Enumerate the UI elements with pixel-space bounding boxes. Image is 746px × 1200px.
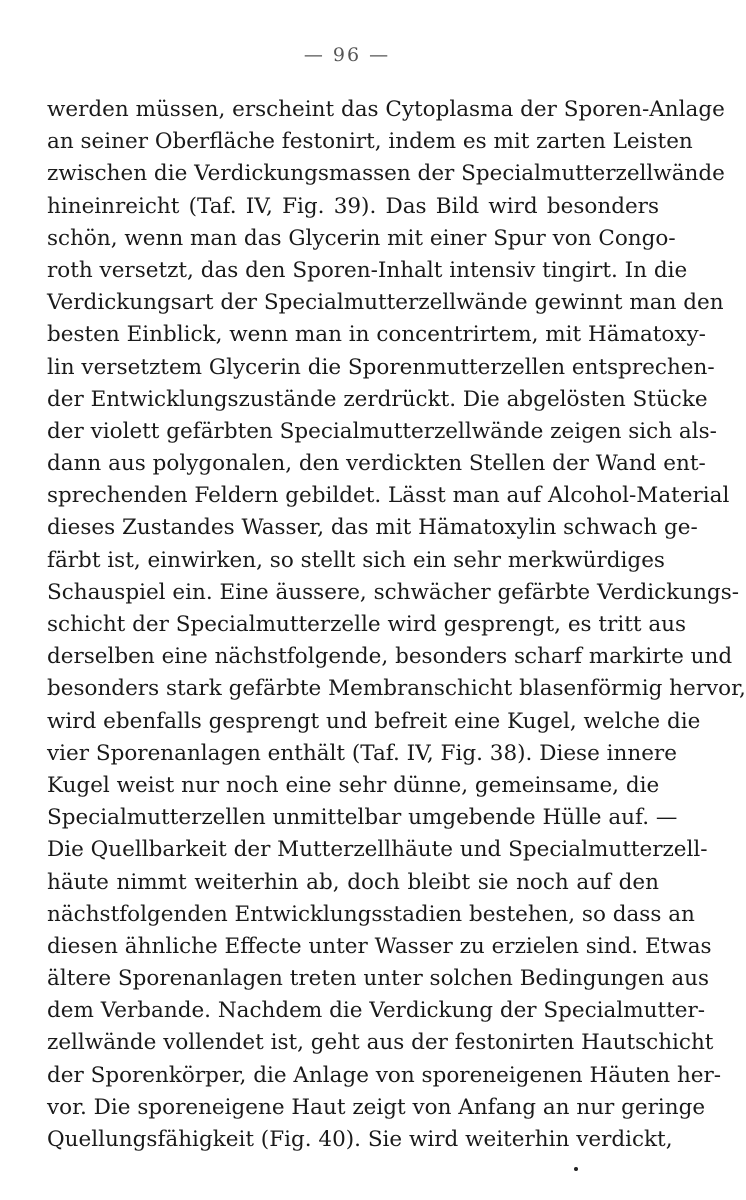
text-line: zellwände vollendet ist, geht aus der festonirten Hautschicht (47, 1030, 714, 1056)
text-line: dann aus polygonalen, den verdickten Stellen der Wand ent- (47, 451, 706, 477)
text-line: roth versetzt, das den Sporen-Inhalt intensiv tingirt. In die (47, 257, 688, 283)
text-line: ältere Sporenanlagen treten unter solchen Bedingungen aus (47, 966, 710, 992)
text-line: Kugel weist nur noch eine sehr dünne, gemeinsame, die (47, 772, 660, 798)
text-line: diesen ähnliche Effecte unter Wasser zu erzielen sind. Etwas (47, 933, 712, 959)
text-line: Quellungsfähigkeit (Fig. 40). Sie wird weiterhin verdickt, (47, 1127, 673, 1152)
text-line: häute nimmt weiterhin ab, doch bleibt sie noch auf den (47, 869, 659, 895)
text-line: Schauspiel ein. Eine äussere, schwächer gefärbte Verdickungs- (47, 579, 739, 605)
text-line: hineinreicht (Taf. IV, Fig. 39). Das Bild wird besonders (47, 193, 659, 219)
text-line: der Sporenkörper, die Anlage von sporeneigenen Häuten her- (47, 1062, 722, 1088)
text-line: wird ebenfalls gesprengt und befreit eine Kugel, welche die (47, 708, 701, 734)
text-line: dem Verbande. Nachdem die Verdickung der Specialmutter- (47, 998, 706, 1024)
text-line: sprechenden Feldern gebildet. Lässt man auf Alcohol-Material (47, 483, 730, 509)
text-line: werden müssen, erscheint das Cytoplasma der Sporen-Anlage (47, 97, 725, 122)
text-line: derselben eine nächstfolgende, besonders scharf markirte und (47, 644, 733, 670)
text-line: lin versetztem Glycerin die Sporenmutterzellen entsprechen- (47, 354, 715, 380)
text-line: schicht der Specialmutterzelle wird gesprengt, es tritt aus (47, 612, 687, 637)
text-line: der Entwicklungszustände zerdrückt. Die abgelösten Stücke (47, 386, 708, 412)
print-speck (574, 1167, 578, 1171)
text-line: zwischen die Verdickungsmassen der Specialmutterzellwände (47, 161, 725, 187)
text-line: Die Quellbarkeit der Mutterzellhäute und Specialmutterzell- (47, 837, 708, 863)
text-line: besten Einblick, wenn man in concentrirtem, mit Hämatoxy- (47, 322, 706, 348)
page-number: — 96 — (303, 44, 391, 66)
text-line: färbt ist, einwirken, so stellt sich ein sehr merkwürdiges (47, 547, 665, 573)
text-line: vor. Die sporeneigene Haut zeigt von Anfang an nur geringe (47, 1094, 706, 1120)
text-line: schön, wenn man das Glycerin mit einer Spur von Congo- (47, 225, 676, 251)
text-line: vier Sporenanlagen enthält (Taf. IV, Fig. 38). Diese innere (47, 740, 677, 766)
text-line: besonders stark gefärbte Membranschicht blasenförmig hervor, (47, 676, 746, 702)
text-line: Verdickungsart der Specialmutterzellwände gewinnt man den (47, 290, 724, 316)
text-line: nächstfolgenden Entwicklungsstadien bestehen, so dass an (47, 901, 695, 927)
text-line: der violett gefärbten Specialmutterzellwände zeigen sich als- (47, 418, 717, 444)
text-line: dieses Zustandes Wasser, das mit Hämatoxylin schwach ge- (47, 515, 698, 541)
body-text (47, 94, 746, 1156)
text-line: Specialmutterzellen unmittelbar umgebende Hülle auf. — (47, 805, 678, 831)
text-line: an seiner Oberfläche festonirt, indem es mit zarten Leisten (47, 129, 693, 155)
